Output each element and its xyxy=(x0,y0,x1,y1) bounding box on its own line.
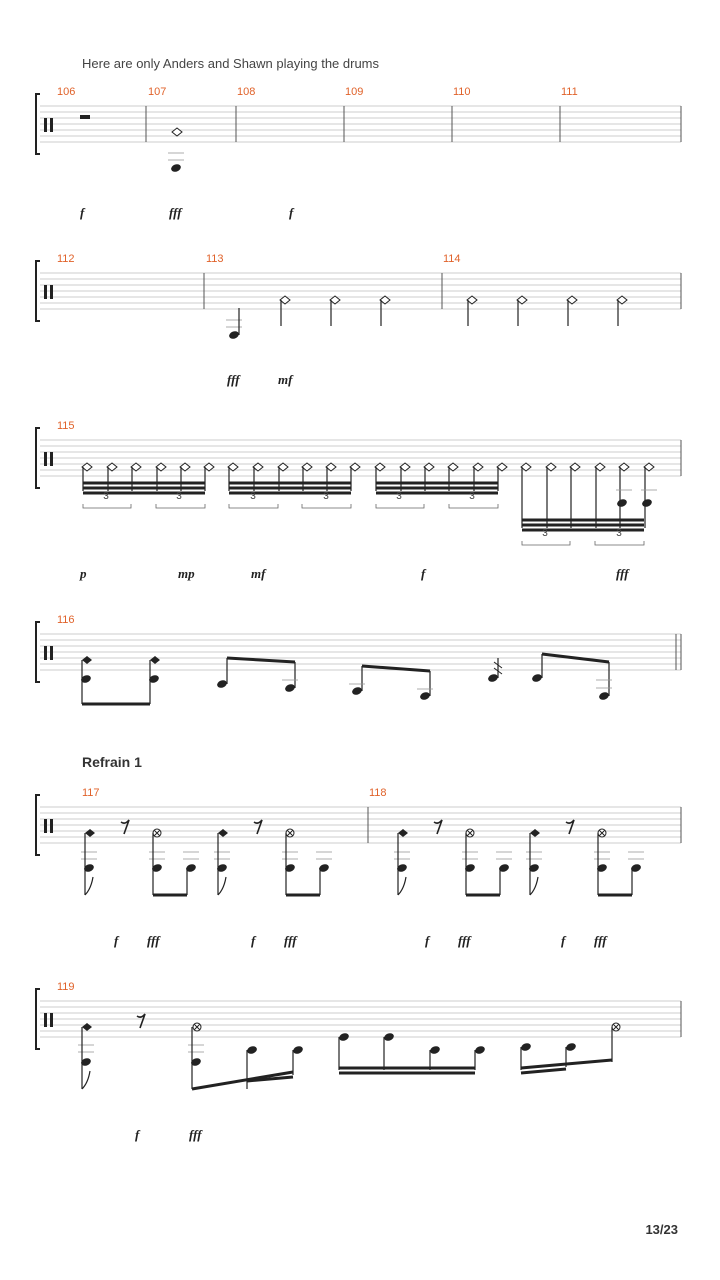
system-bracket xyxy=(36,795,40,855)
dynamic-marking: fff xyxy=(458,933,471,948)
dynamic-marking: f xyxy=(561,933,566,948)
notehead xyxy=(284,683,296,693)
notehead xyxy=(170,163,182,173)
measure-number: 118 xyxy=(369,787,387,799)
tuplet-bracket xyxy=(229,504,278,508)
half-rest xyxy=(80,115,90,119)
accent-notehead xyxy=(82,1023,92,1031)
notehead xyxy=(338,1032,350,1042)
section-label: Refrain 1 xyxy=(82,754,142,770)
notehead xyxy=(246,1045,258,1055)
measure-number: 108 xyxy=(237,86,256,98)
dynamic-marking: f xyxy=(114,933,119,948)
eighth-rest xyxy=(566,820,574,834)
system-bracket xyxy=(36,94,40,154)
measure-number: 119 xyxy=(57,981,75,993)
diamond-notehead xyxy=(172,128,182,136)
tuplet-bracket xyxy=(522,541,570,545)
measure-number: 107 xyxy=(148,86,167,98)
notehead xyxy=(598,691,610,701)
dynamic-marking: f xyxy=(135,1127,140,1142)
notehead xyxy=(520,1042,532,1052)
percussion-clef xyxy=(44,452,47,466)
accent-notehead xyxy=(218,829,228,837)
notehead xyxy=(383,1032,395,1042)
eighth-rest xyxy=(137,1014,145,1028)
notes xyxy=(78,115,657,1089)
dynamic-marking: mp xyxy=(178,566,195,581)
notehead xyxy=(419,691,431,701)
accent-notehead xyxy=(530,829,540,837)
dynamic-marking: fff xyxy=(616,566,629,581)
system-bracket xyxy=(36,622,40,682)
notehead xyxy=(531,673,543,683)
tuplet-number: 3 xyxy=(176,491,182,502)
beam xyxy=(192,1072,293,1089)
dynamic-marking: fff xyxy=(227,372,240,387)
page-number: 13/23 xyxy=(645,1222,678,1237)
dynamic-marking: fff xyxy=(594,933,607,948)
percussion-clef xyxy=(44,118,47,132)
tuplet-bracket xyxy=(449,504,498,508)
tuplet-number: 3 xyxy=(616,528,622,539)
tuplet-number: 3 xyxy=(103,491,109,502)
intro-text: Here are only Anders and Shawn playing the drums xyxy=(82,56,380,71)
tuplet-number: 3 xyxy=(542,528,548,539)
eighth-rest xyxy=(121,820,129,834)
dynamic-marking: f xyxy=(80,205,85,220)
notehead xyxy=(292,1045,304,1055)
system-bracket xyxy=(36,261,40,321)
notehead xyxy=(429,1045,441,1055)
tuplet-number: 3 xyxy=(469,491,475,502)
dynamic-marking: fff xyxy=(169,205,182,220)
eighth-rest xyxy=(434,820,442,834)
tuplet-bracket xyxy=(595,541,644,545)
percussion-clef xyxy=(50,285,53,299)
measure-number: 110 xyxy=(453,86,471,98)
dynamic-marking: mf xyxy=(278,372,293,387)
beam xyxy=(521,1069,566,1073)
tuplet-number: 3 xyxy=(396,491,402,502)
flag xyxy=(398,877,406,895)
accent-notehead xyxy=(398,829,408,837)
percussion-clef xyxy=(50,819,53,833)
dynamic-marking: f xyxy=(421,566,426,581)
dynamic-marking: f xyxy=(289,205,294,220)
notehead xyxy=(351,686,363,696)
tuplet-bracket xyxy=(83,504,131,508)
notehead xyxy=(474,1045,486,1055)
dynamic-marking: fff xyxy=(189,1127,202,1142)
dynamic-marking: mf xyxy=(251,566,266,581)
measure-number: 115 xyxy=(57,420,75,432)
measure-number: 112 xyxy=(57,253,75,265)
beam xyxy=(227,658,295,662)
tuplet-bracket xyxy=(156,504,205,508)
dynamic-marking: p xyxy=(80,566,87,581)
percussion-clef xyxy=(50,646,53,660)
tuplet-bracket xyxy=(376,504,424,508)
staves xyxy=(36,94,681,1049)
percussion-clef xyxy=(50,1013,53,1027)
percussion-clef xyxy=(44,819,47,833)
system-bracket xyxy=(36,428,40,488)
eighth-rest xyxy=(254,820,262,834)
percussion-clef xyxy=(44,1013,47,1027)
tuplet-labels xyxy=(103,491,622,539)
flag xyxy=(82,1071,90,1089)
system-bracket xyxy=(36,989,40,1049)
tuplet-number: 3 xyxy=(323,491,329,502)
dynamic-marking: f xyxy=(425,933,430,948)
dynamic-marking: fff xyxy=(284,933,297,948)
notehead xyxy=(565,1042,577,1052)
accent-notehead xyxy=(85,829,95,837)
tuplet-number: 3 xyxy=(250,491,256,502)
percussion-clef xyxy=(50,452,53,466)
measure-number: 113 xyxy=(206,253,224,265)
dynamic-marking: fff xyxy=(147,933,160,948)
notehead xyxy=(487,673,499,683)
dynamic-marking: f xyxy=(251,933,256,948)
measure-number: 114 xyxy=(443,253,461,265)
tuplet-bracket xyxy=(302,504,351,508)
measure-number: 116 xyxy=(57,614,75,626)
measure-number: 106 xyxy=(57,86,76,98)
notehead xyxy=(641,498,653,508)
percussion-clef xyxy=(44,285,47,299)
percussion-clef xyxy=(44,646,47,660)
notehead xyxy=(228,330,240,340)
flag xyxy=(85,877,93,895)
flag xyxy=(218,877,226,895)
measure-number: 111 xyxy=(561,86,578,98)
notehead xyxy=(216,679,228,689)
measure-number: 117 xyxy=(82,787,100,799)
notehead xyxy=(616,498,628,508)
accent-notehead xyxy=(150,656,160,664)
measure-number: 109 xyxy=(345,86,364,98)
flag xyxy=(530,877,538,895)
accent-notehead xyxy=(82,656,92,664)
percussion-clef xyxy=(50,118,53,132)
